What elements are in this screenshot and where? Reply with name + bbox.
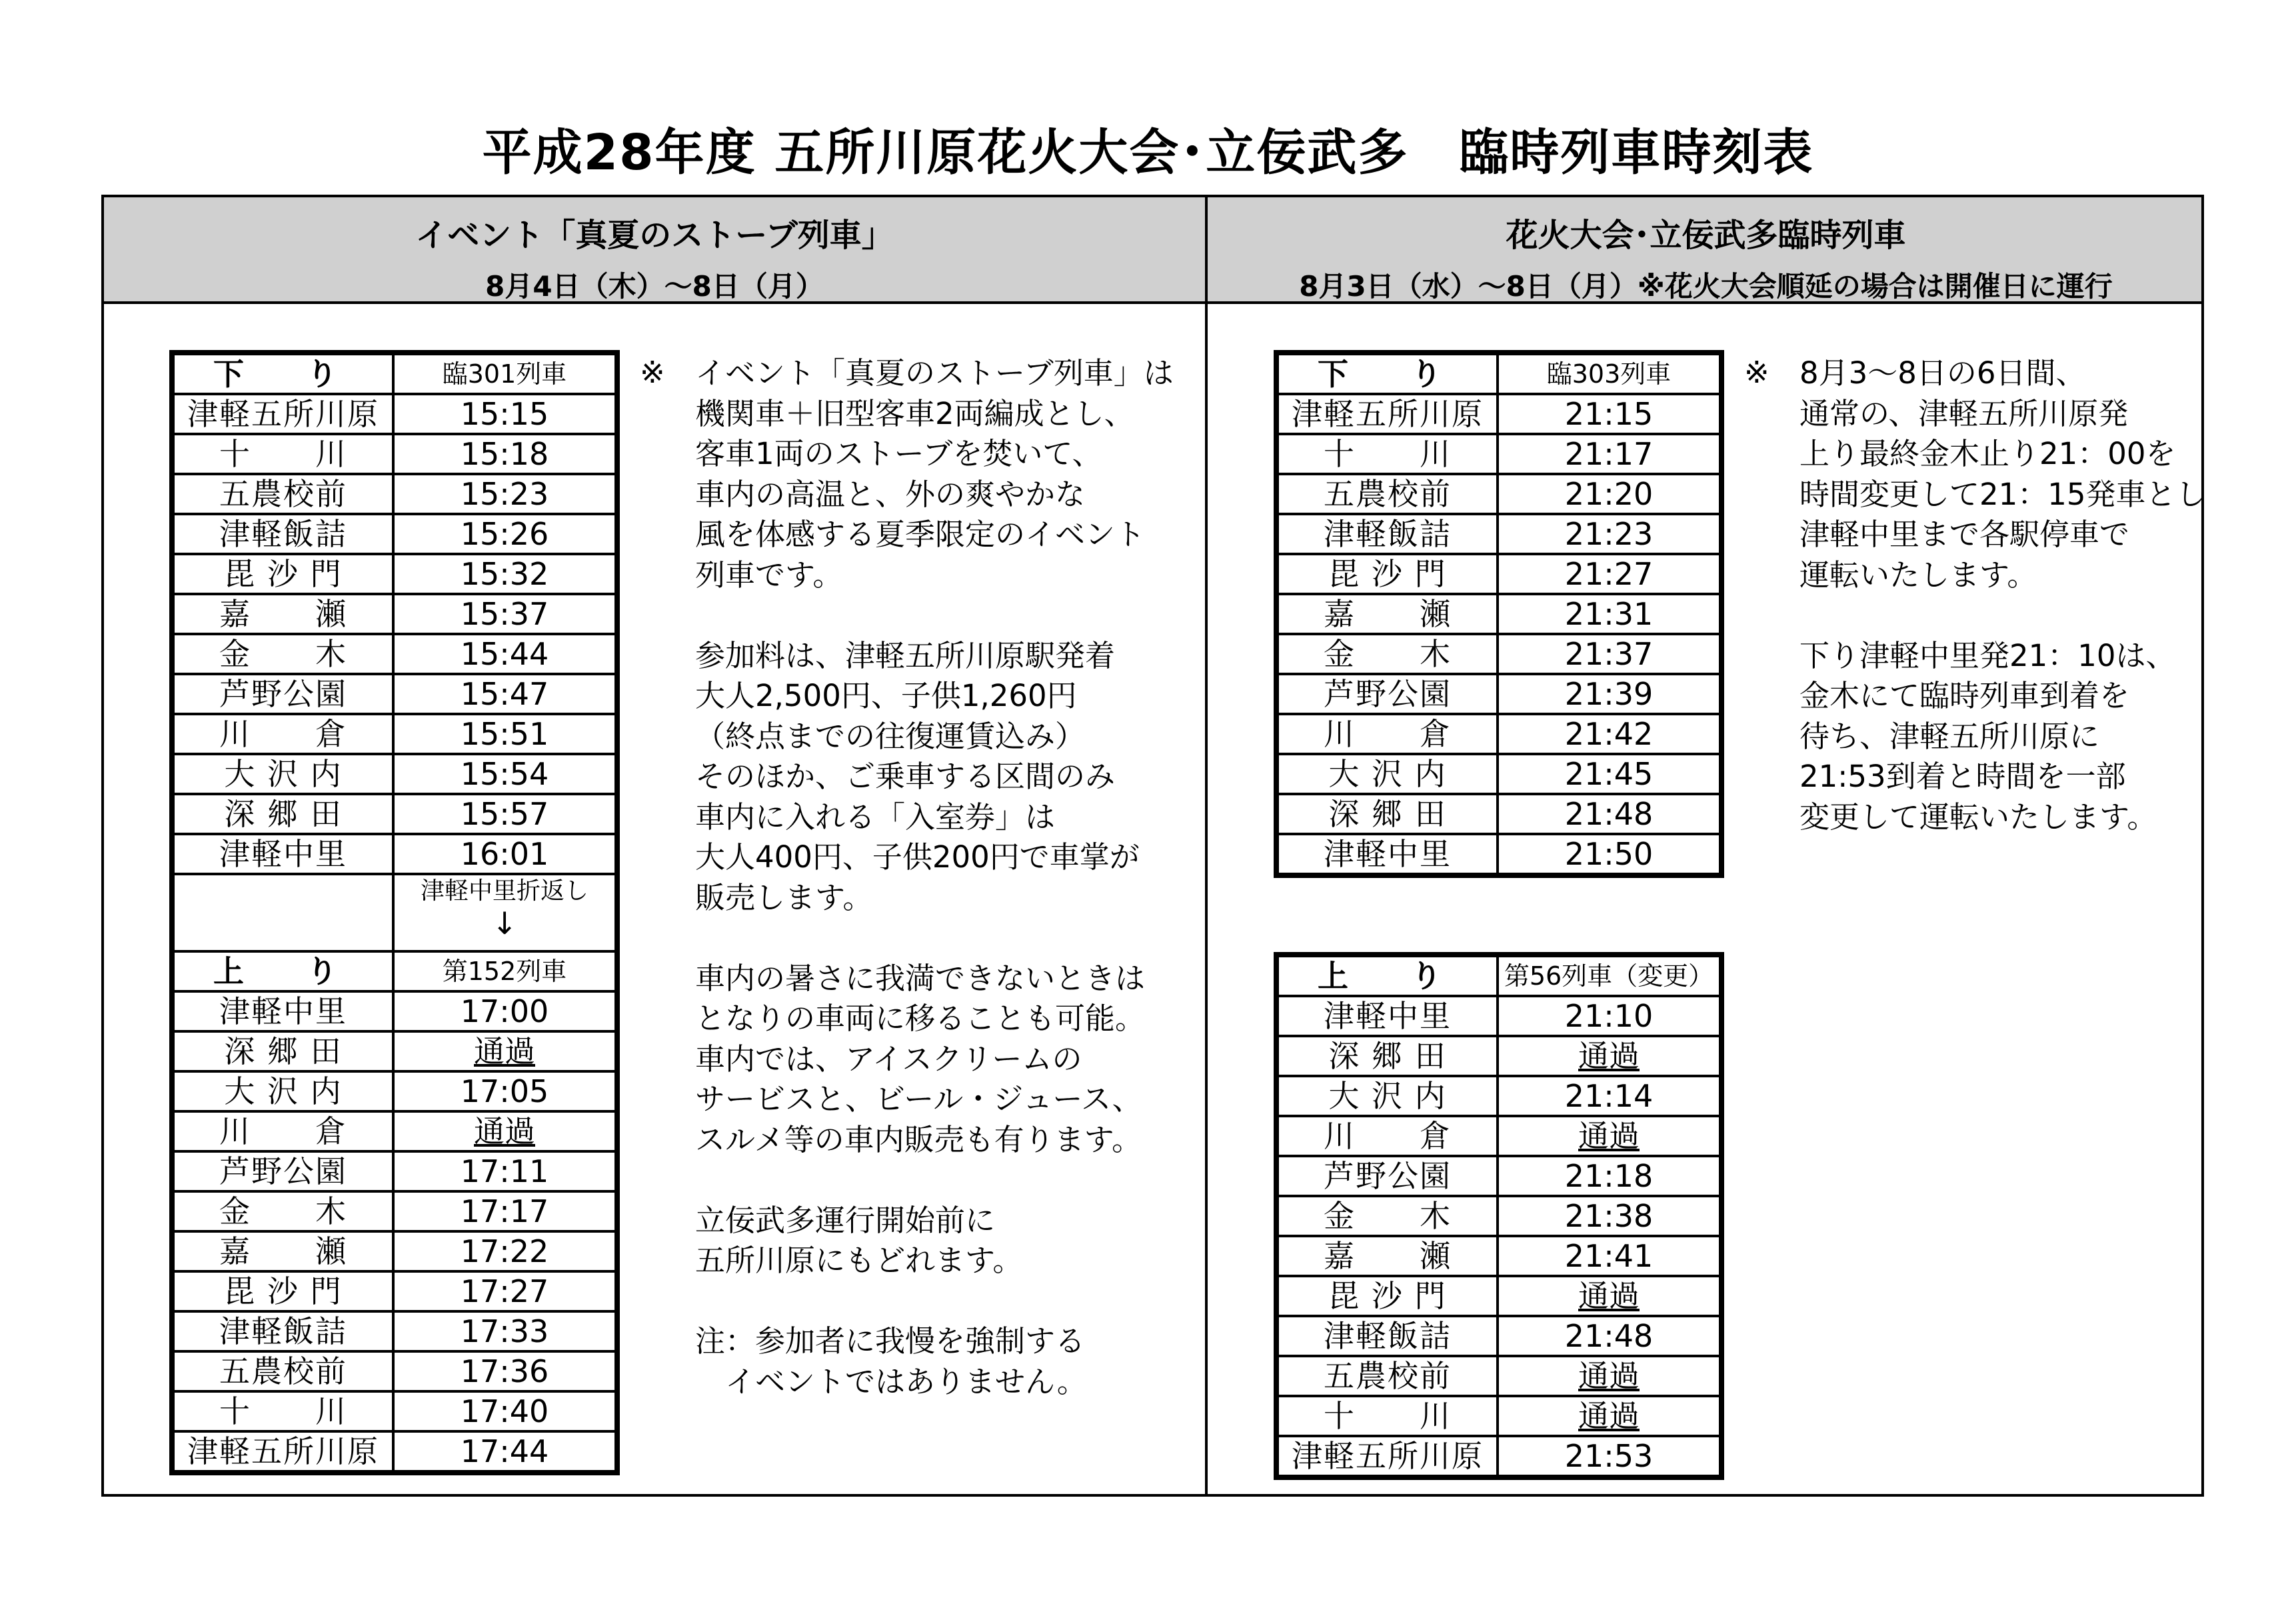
departure-time: 21:14 bbox=[1498, 1076, 1720, 1116]
timetable-header-row bbox=[1278, 956, 1720, 996]
departure-time: 17:11 bbox=[393, 1151, 616, 1191]
departure-time: 通過 bbox=[1498, 1116, 1720, 1156]
station-name: 津軽飯詰 bbox=[1278, 514, 1498, 554]
departure-time: 15:47 bbox=[393, 674, 616, 714]
station-name: 芦野公園 bbox=[173, 1151, 393, 1191]
station-name: 五農校前 bbox=[1278, 1356, 1498, 1396]
direction-heading: 上 り bbox=[1278, 956, 1498, 996]
station-name: 十 川 bbox=[173, 434, 393, 474]
departure-time: 通過 bbox=[1498, 1396, 1720, 1436]
departure-time: 21:38 bbox=[1498, 1196, 1720, 1236]
table-row bbox=[1278, 514, 1720, 554]
table-row bbox=[173, 594, 616, 634]
table-row bbox=[1278, 1236, 1720, 1276]
table-row bbox=[173, 1191, 616, 1231]
departure-time: 通過 bbox=[393, 1111, 616, 1151]
table-row bbox=[173, 714, 616, 754]
station-name: 毘 沙 門 bbox=[1278, 554, 1498, 594]
departure-time: 21:53 bbox=[1498, 1436, 1720, 1476]
departure-time: 21:17 bbox=[1498, 434, 1720, 474]
station-name: 嘉 瀬 bbox=[1278, 1236, 1498, 1276]
table-row bbox=[1278, 996, 1720, 1036]
table-row bbox=[173, 514, 616, 554]
station-name: 津軽飯詰 bbox=[1278, 1316, 1498, 1356]
departure-time: 17:44 bbox=[393, 1431, 616, 1471]
departure-time: 15:32 bbox=[393, 554, 616, 594]
station-name: 大 沢 内 bbox=[1278, 754, 1498, 794]
table-row bbox=[173, 1231, 616, 1271]
header-row bbox=[104, 197, 2201, 304]
station-name: 金 木 bbox=[173, 634, 393, 674]
turnaround-row bbox=[173, 874, 616, 951]
departure-time: 21:48 bbox=[1498, 1316, 1720, 1356]
station-name: 深 郷 田 bbox=[173, 1031, 393, 1071]
table-row bbox=[173, 794, 616, 834]
table-row bbox=[173, 754, 616, 794]
station-name: 芦野公園 bbox=[1278, 674, 1498, 714]
train-number: 第56列車（変更） bbox=[1498, 956, 1720, 996]
departure-time: 17:40 bbox=[393, 1391, 616, 1431]
table-row bbox=[173, 1391, 616, 1431]
direction-heading: 上 り bbox=[173, 951, 393, 991]
station-name: 毘 沙 門 bbox=[173, 554, 393, 594]
empty-cell bbox=[173, 874, 393, 951]
departure-time: 17:33 bbox=[393, 1311, 616, 1351]
table-row bbox=[1278, 474, 1720, 514]
right-up-timetable bbox=[1276, 955, 1722, 1477]
station-name: 津軽五所川原 bbox=[1278, 1436, 1498, 1476]
station-name: 十 川 bbox=[173, 1391, 393, 1431]
timetable-header-row bbox=[173, 354, 616, 394]
station-name: 金 木 bbox=[1278, 634, 1498, 674]
table-row bbox=[173, 1311, 616, 1351]
table-row bbox=[173, 434, 616, 474]
train-number: 臨301列車 bbox=[393, 354, 616, 394]
station-name: 津軽中里 bbox=[173, 834, 393, 874]
departure-time: 21:37 bbox=[1498, 634, 1720, 674]
departure-time: 17:36 bbox=[393, 1351, 616, 1391]
table-row bbox=[1278, 1316, 1720, 1356]
right-header-dates: 8月3日（水）～8日（月）※花火大会順延の場合は開催日に運行 bbox=[1299, 270, 2113, 303]
right-note: 8月3～8日の6日間、 通常の、津軽五所川原発 上り最終金木止り21：00を 時間変更して21：15発車とし 津軽中里まで各駅停車で 運転いたします。 下り津軽中里発21：10は、 金木にて臨時列車到着を 待ち、津軽五所川原に 21:53到着と時間を一部 変更して運転いたします。 bbox=[1799, 355, 2206, 835]
station-name: 嘉 瀬 bbox=[173, 594, 393, 634]
departure-time: 21:10 bbox=[1498, 996, 1720, 1036]
departure-time: 通過 bbox=[393, 1031, 616, 1071]
station-name: 深 郷 田 bbox=[1278, 1036, 1498, 1076]
station-name: 津軽中里 bbox=[1278, 834, 1498, 874]
station-name: 川 倉 bbox=[173, 1111, 393, 1151]
table-row bbox=[1278, 1276, 1720, 1316]
table-row bbox=[1278, 1196, 1720, 1236]
table-row bbox=[173, 1071, 616, 1111]
station-name: 大 沢 内 bbox=[173, 754, 393, 794]
station-name: 大 沢 内 bbox=[173, 1071, 393, 1111]
departure-time: 21:48 bbox=[1498, 794, 1720, 834]
right-header-title: 花火大会･立佞武多臨時列車 bbox=[1506, 217, 1906, 254]
station-name: 深 郷 田 bbox=[1278, 794, 1498, 834]
right-note-mark: ※ bbox=[1744, 355, 1769, 390]
departure-time: 通過 bbox=[1498, 1276, 1720, 1316]
departure-time: 15:44 bbox=[393, 634, 616, 674]
station-name: 川 倉 bbox=[173, 714, 393, 754]
departure-time: 21:15 bbox=[1498, 394, 1720, 434]
table-row bbox=[1278, 1356, 1720, 1396]
departure-time: 21:45 bbox=[1498, 754, 1720, 794]
station-name: 津軽五所川原 bbox=[173, 1431, 393, 1471]
left-note: イベント「真夏のストーブ列車」は 機関車＋旧型客車2両編成とし、 客車1両のストーブを焚いて、 車内の高温と、外の爽やかな 風を体感する夏季限定のイベント 列車です。 参加料は、津軽五所川原駅発着 大人2,500円、子供1,260円 （終点までの往復運賃込み） そのほか、ご乗車する区間のみ 車内に入れる「入室券」は 大人400円、子供200円で車掌が 販売します。 車内の暑さに我満できないときは となりの車両に移ることも可能。 車内では、アイスクリームの サービスと、ビール・ジュース、 スルメ等の車内販売も有ります。 立佞武多運行開始前に 五所川原にもどれます。 注：参加者に我慢を強制する イベントではありません。 bbox=[695, 355, 1174, 1399]
table-row bbox=[1278, 1036, 1720, 1076]
station-name: 毘 沙 門 bbox=[1278, 1276, 1498, 1316]
departure-time: 17:05 bbox=[393, 1071, 616, 1111]
station-name: 芦野公園 bbox=[1278, 1156, 1498, 1196]
table-row bbox=[1278, 1156, 1720, 1196]
left-header-dates: 8月4日（木）～8日（月） bbox=[485, 270, 824, 303]
table-row bbox=[1278, 1116, 1720, 1156]
departure-time: 21:20 bbox=[1498, 474, 1720, 514]
station-name: 津軽五所川原 bbox=[1278, 394, 1498, 434]
left-timetable bbox=[172, 353, 617, 1473]
table-row bbox=[1278, 594, 1720, 634]
station-name: 津軽飯詰 bbox=[173, 514, 393, 554]
page-title: 平成28年度 五所川原花火大会･立佞武多 臨時列車時刻表 bbox=[482, 124, 1814, 181]
station-name: 五農校前 bbox=[1278, 474, 1498, 514]
left-header-title: イベント「真夏のストーブ列車」 bbox=[415, 217, 894, 254]
station-name: 川 倉 bbox=[1278, 1116, 1498, 1156]
departure-time: 17:27 bbox=[393, 1271, 616, 1311]
departure-time: 21:42 bbox=[1498, 714, 1720, 754]
departure-time: 15:37 bbox=[393, 594, 616, 634]
station-name: 十 川 bbox=[1278, 1396, 1498, 1436]
station-name: 金 木 bbox=[173, 1191, 393, 1231]
departure-time: 15:18 bbox=[393, 434, 616, 474]
table-row bbox=[173, 1031, 616, 1071]
departure-time: 17:17 bbox=[393, 1191, 616, 1231]
departure-time: 21:23 bbox=[1498, 514, 1720, 554]
station-name: 五農校前 bbox=[173, 1351, 393, 1391]
station-name: 津軽飯詰 bbox=[173, 1311, 393, 1351]
table-row bbox=[1278, 1396, 1720, 1436]
direction-heading: 下 り bbox=[173, 354, 393, 394]
train-number: 臨303列車 bbox=[1498, 354, 1720, 394]
departure-time: 通過 bbox=[1498, 1356, 1720, 1396]
turnaround-label: 津軽中里折返し bbox=[420, 877, 588, 905]
left-note-mark: ※ bbox=[640, 355, 665, 390]
station-name: 十 川 bbox=[1278, 434, 1498, 474]
table-row bbox=[173, 1351, 616, 1391]
table-row bbox=[173, 554, 616, 594]
station-name: 嘉 瀬 bbox=[173, 1231, 393, 1271]
departure-time: 21:39 bbox=[1498, 674, 1720, 714]
table-row bbox=[1278, 834, 1720, 874]
departure-time: 15:26 bbox=[393, 514, 616, 554]
station-name: 深 郷 田 bbox=[173, 794, 393, 834]
table-row bbox=[1278, 794, 1720, 834]
departure-time: 通過 bbox=[1498, 1036, 1720, 1076]
departure-time: 17:22 bbox=[393, 1231, 616, 1271]
departure-time: 15:15 bbox=[393, 394, 616, 434]
right-header bbox=[1208, 197, 2204, 301]
table-row bbox=[173, 634, 616, 674]
table-row bbox=[173, 991, 616, 1031]
station-name: 芦野公園 bbox=[173, 674, 393, 714]
timetable-header-row bbox=[1278, 354, 1720, 394]
departure-time: 15:57 bbox=[393, 794, 616, 834]
departure-time: 21:31 bbox=[1498, 594, 1720, 634]
table-row bbox=[1278, 1436, 1720, 1476]
station-name: 金 木 bbox=[1278, 1196, 1498, 1236]
table-row bbox=[1278, 434, 1720, 474]
departure-time: 21:41 bbox=[1498, 1236, 1720, 1276]
table-row bbox=[1278, 394, 1720, 434]
right-down-timetable bbox=[1276, 353, 1722, 875]
table-row bbox=[173, 674, 616, 714]
table-row bbox=[1278, 674, 1720, 714]
departure-time: 16:01 bbox=[393, 834, 616, 874]
table-row bbox=[173, 474, 616, 514]
station-name: 津軽中里 bbox=[173, 991, 393, 1031]
table-row bbox=[173, 1151, 616, 1191]
left-header bbox=[104, 197, 1205, 301]
station-name: 津軽五所川原 bbox=[173, 394, 393, 434]
station-name: 津軽中里 bbox=[1278, 996, 1498, 1036]
departure-time: 15:51 bbox=[393, 714, 616, 754]
station-name: 嘉 瀬 bbox=[1278, 594, 1498, 634]
departure-time: 15:54 bbox=[393, 754, 616, 794]
departure-time: 17:00 bbox=[393, 991, 616, 1031]
table-row bbox=[1278, 714, 1720, 754]
table-row bbox=[173, 394, 616, 434]
departure-time: 21:27 bbox=[1498, 554, 1720, 594]
departure-time: 21:18 bbox=[1498, 1156, 1720, 1196]
table-row bbox=[173, 1431, 616, 1471]
column-divider bbox=[1205, 197, 1208, 1494]
table-row bbox=[173, 1271, 616, 1311]
train-number: 第152列車 bbox=[393, 951, 616, 991]
table-row bbox=[1278, 1076, 1720, 1116]
station-name: 川 倉 bbox=[1278, 714, 1498, 754]
timetable-header-row bbox=[173, 951, 616, 991]
station-name: 五農校前 bbox=[173, 474, 393, 514]
down-arrow-icon: ↓ bbox=[491, 905, 518, 941]
table-row bbox=[1278, 634, 1720, 674]
table-row bbox=[173, 834, 616, 874]
turnaround-cell bbox=[393, 874, 616, 951]
direction-heading: 下 り bbox=[1278, 354, 1498, 394]
table-row bbox=[173, 1111, 616, 1151]
station-name: 毘 沙 門 bbox=[173, 1271, 393, 1311]
table-row bbox=[1278, 554, 1720, 594]
table-row bbox=[1278, 754, 1720, 794]
station-name: 大 沢 内 bbox=[1278, 1076, 1498, 1116]
departure-time: 15:23 bbox=[393, 474, 616, 514]
departure-time: 21:50 bbox=[1498, 834, 1720, 874]
